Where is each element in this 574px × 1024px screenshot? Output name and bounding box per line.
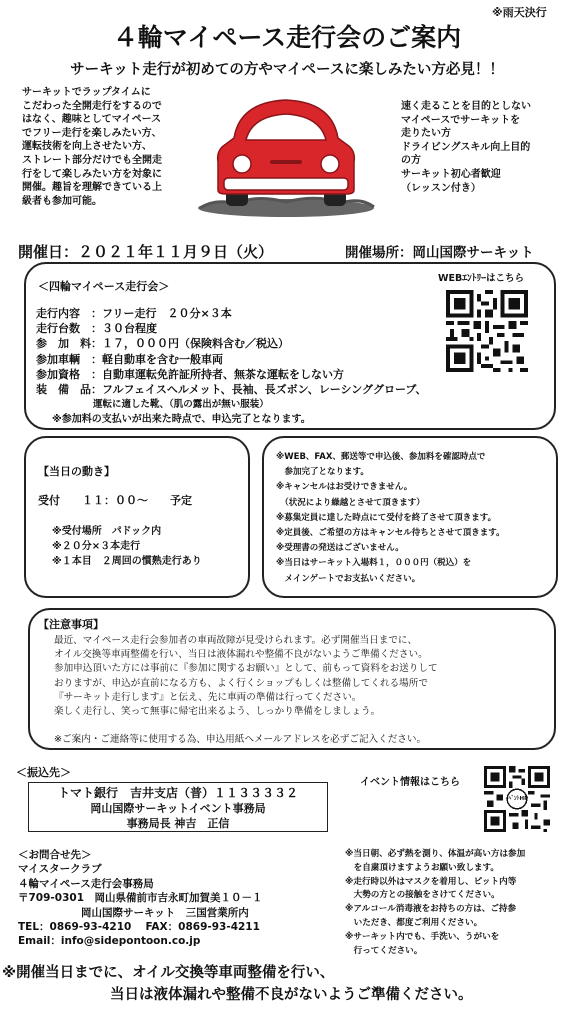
intro-left-line: サーキットでラップタイムに (22, 87, 151, 98)
schedule-note: ※２０分×３本走行 (52, 541, 141, 552)
details-box (24, 262, 556, 430)
health-note: ※サーキット内でも、手洗い、うがいを (345, 931, 500, 942)
intro-left-line: 開催。趣旨を理解できている上 (22, 182, 162, 194)
page-subtitle: サーキット走行が初めての方やマイペースに楽しみたい方必見！！ (70, 62, 504, 78)
contact-line: 岡山国際サーキット 三国営業所内 (18, 906, 249, 919)
intro-right-line: 走りたい方 (401, 128, 451, 140)
intro-left-line: 行をして楽しみたい方を対象に (22, 168, 162, 180)
caution-body (54, 634, 438, 747)
schedule-note: ※１本目 ２周回の慣熟走行あり (52, 556, 202, 567)
details-note: ※参加料の支払いが出来た時点で、申込完了となります。 (52, 414, 311, 425)
page-title: ４輪マイペース走行会のご案内 (112, 23, 462, 52)
health-notes (345, 848, 525, 958)
contact-line: 〒709-0301 岡山県備前市吉永町加賀美１０－１ (18, 892, 263, 905)
footer-line: ※開催当日までに、オイル交換等車両整備を行い、 (2, 965, 335, 981)
intro-right-line: マイペースでサーキットを (401, 114, 521, 126)
bank-label: ＜振込先＞ (16, 766, 71, 779)
application-note: ※受理書の発送はございません。 (276, 543, 404, 554)
caution-line: 参加申込頂いた方には事前に『参加に関するお願い』として、前もって資料をお送りして (54, 663, 438, 675)
intro-right-line: （レッスン付き） (401, 182, 481, 194)
caution-line: ※ご案内・ご連絡等に使用する為、申込用紙へメールアドレスを必ずご記入ください。 (54, 734, 427, 746)
contact-block (18, 848, 263, 949)
health-note: 大勢の方との接触をさけてください。 (345, 890, 500, 901)
intro-right (401, 100, 531, 195)
caution-line (54, 719, 438, 733)
event-date: 開催日：２０２１年１１月９日（火） (18, 243, 274, 261)
details-row: 運転に適した靴、（肌の露出が無い服装） (36, 399, 269, 411)
caution-line: 『サーキット走行します』と伝え、先に車両の準備は行ってください。 (54, 691, 362, 703)
contact-label: ＜お問合せ先＞ (18, 849, 92, 861)
schedule-notes (52, 524, 202, 569)
schedule-note: ※受付場所 パドック内 (52, 526, 162, 537)
health-note: を自粛頂けますようお願い致します。 (345, 862, 500, 873)
details-row: 参加車輌 ：軽自動車を含む一般車両 (36, 352, 223, 366)
contact-line: ４輪マイペース走行会事務局 (18, 877, 154, 890)
footer-warning (0, 962, 574, 1006)
details-row: 参加資格 ：自動車運転免許証所持者、無茶な運転をしない方 (36, 367, 344, 381)
caution-box (28, 608, 556, 750)
event-hp-badge: ｲﾍﾞﾝﾄHP (505, 796, 529, 802)
health-note: ※アルコール消毒液をお持ちの方は、ご持参 (345, 904, 517, 915)
intro-left-line: 級者も参加可能。 (22, 195, 102, 207)
health-note: いただき、都度ご利用ください。 (345, 917, 483, 928)
application-box (262, 436, 558, 598)
event-hp-qr[interactable] (484, 766, 550, 832)
application-note: ※WEB、FAX、郵送等で申込後、参加料を確認時点で (276, 452, 486, 462)
contact-line: マイスタークラブ (18, 863, 102, 876)
caution-line: 楽しく走行し、笑って無事に帰宅出来るよう、しっかり準備をしましょう。 (54, 706, 381, 718)
intro-left-line: でフリー走行を楽しみたい方、 (22, 127, 162, 139)
details-row: 走行内容 ：フリー走行 ２０分×３本 (36, 307, 232, 320)
application-note: 参加完了となります。 (276, 467, 369, 478)
health-note: 行ってください。 (345, 945, 423, 956)
web-entry-label: WEBｴﾝﾄﾘｰはこちら (438, 273, 524, 284)
application-note: ※当日はサーキット入場料１，０００円（税込）を (276, 558, 472, 569)
rain-note: ※雨天決行 (492, 6, 547, 19)
car-illustration (196, 90, 376, 220)
intro-left-line: こだわった全開走行をするので (22, 100, 162, 112)
contact-line: TEL：0869-93-4210 FAX：0869-93-4211 (18, 921, 260, 934)
intro-right-line: サーキット初心者歓迎 (401, 168, 501, 180)
caution-line: おりますが、申込が直前になる方も、よく行くショップもしくは整備してくれる場所で (54, 677, 428, 689)
schedule-box (24, 436, 250, 598)
intro-left-line: 運転技術を向上させたい方、 (22, 141, 152, 153)
intro-right-line: 速く走ることを目的としない (401, 101, 531, 112)
footer-line: 当日は液体漏れや整備不良がないようご準備ください。 (110, 987, 473, 1003)
application-note: ※定員後、ご希望の方はキャンセル待ちとさせて頂きます。 (276, 528, 505, 539)
bank-line: トマト銀行 吉井支店（普）１１３３３３２ (57, 786, 298, 800)
details-row: 参 加 料：１７，０００円（保険料含む／税込） (36, 337, 289, 351)
intro-right-line: ドライビングスキル向上目的 (401, 141, 531, 153)
intro-right-line: の方 (401, 155, 421, 167)
caution-heading: 【注意事項】 (38, 618, 104, 631)
caution-line: オイル交換等車両整備を行い、当日は液体漏れや整備不良がないようご準備ください。 (54, 649, 428, 661)
caution-line: 最近、マイペース走行会参加者の車両故障が見受けられます。必ず開催当日までに、 (54, 635, 418, 646)
schedule-heading: 【当日の動き】 (38, 465, 115, 478)
details-row: 走行台数 ：３０台程度 (36, 322, 157, 336)
bank-line: 事務局長 神吉 正信 (126, 817, 230, 830)
application-note: メインゲートでお支払いください。 (276, 573, 421, 584)
application-note: （状況により繰越とさせて頂きます） (276, 497, 425, 508)
intro-left-line: はなく、趣味としてマイペース (22, 114, 162, 126)
details-heading: ＜四輪マイペース走行会＞ (38, 280, 170, 293)
contact-email[interactable]: Email：info@sidepontoon.co.jp (18, 935, 201, 948)
intro-left (22, 86, 162, 208)
details-rows (36, 306, 427, 412)
health-note: ※当日朝、必ず熱を測り、体温が高い方は参加 (345, 849, 526, 859)
application-notes (276, 450, 505, 587)
event-info-label: イベント情報はこちら (360, 777, 460, 788)
event-venue: 開催場所：岡山国際サーキット (345, 245, 534, 261)
bank-box (28, 782, 328, 832)
web-entry-qr[interactable] (446, 290, 528, 372)
bank-line: 岡山国際サーキットイベント事務局 (90, 802, 266, 815)
application-note: ※キャンセルはお受けできません。 (276, 482, 413, 493)
details-row: 装 備 品：フルフェイスヘルメット、長袖、長ズボン、レーシンググローブ、 (36, 383, 427, 397)
health-note: ※走行時以外はマスクを着用し、ピット内等 (345, 876, 517, 887)
intro-left-line: ストレート部分だけでも全開走 (22, 154, 162, 166)
schedule-reception: 受付 １１：００～ 予定 (38, 494, 192, 507)
application-note: ※募集定員に達した時点にて受付を終了させて頂きます。 (276, 512, 497, 523)
